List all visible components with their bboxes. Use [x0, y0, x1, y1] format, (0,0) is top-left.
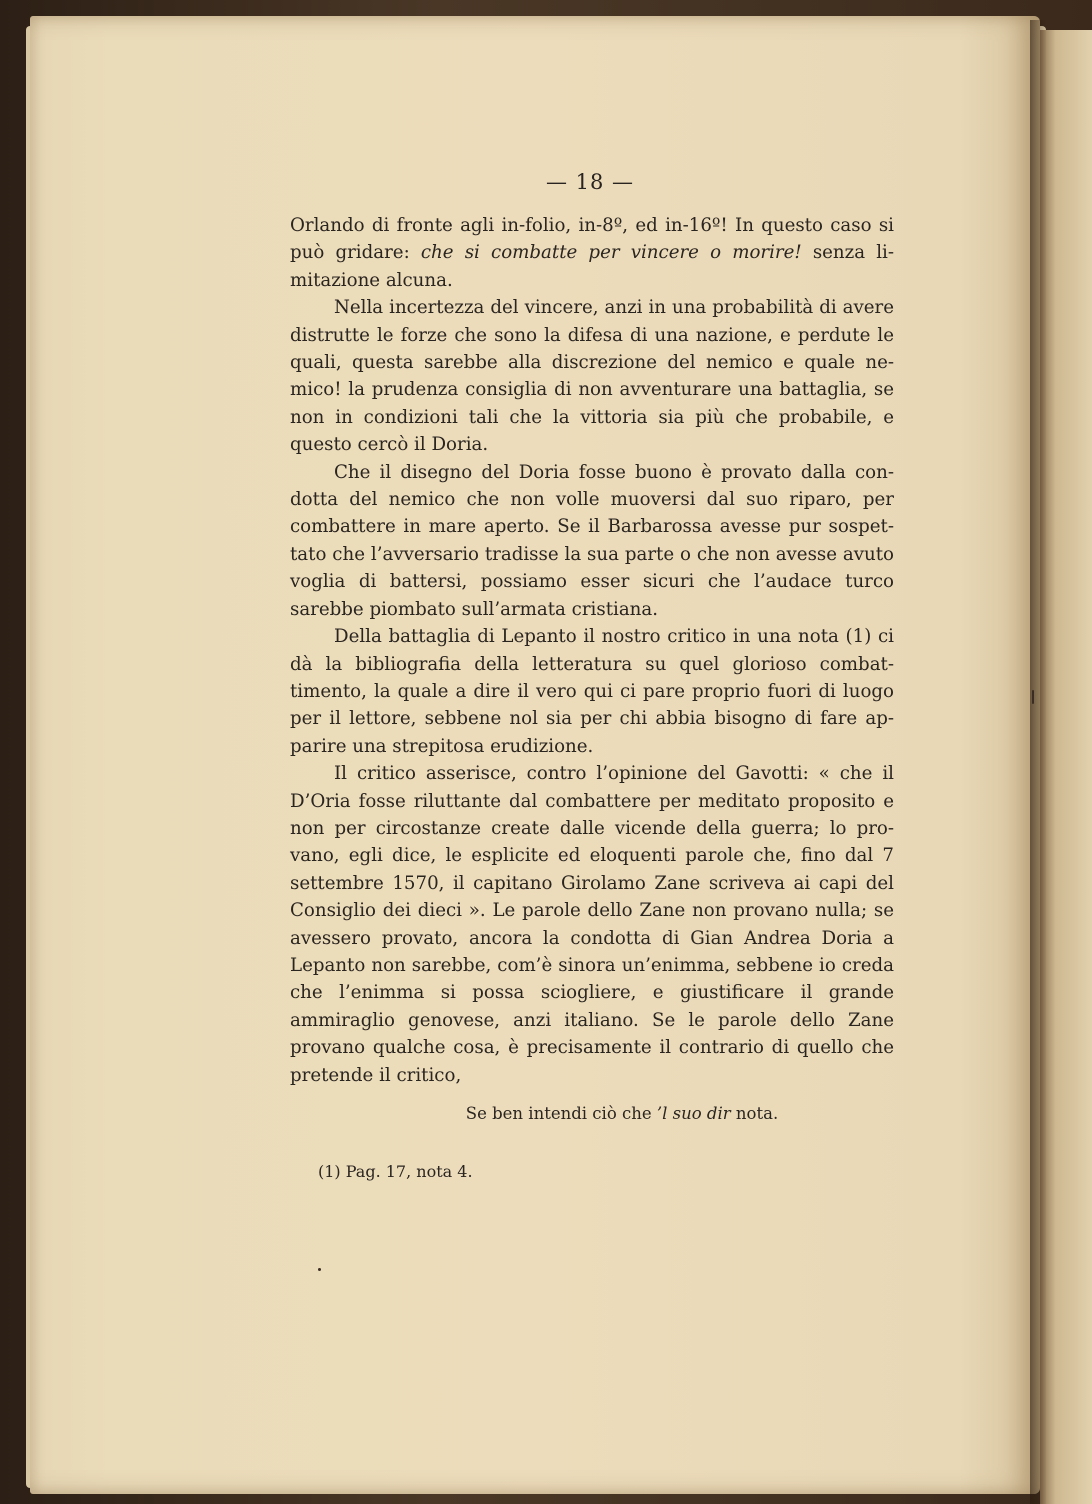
paragraph — [290, 623, 894, 760]
footnote: (1) Pag. 17, nota 4. — [318, 1162, 473, 1181]
italic-phrase: che si combatte per vincere o morire! — [420, 242, 802, 264]
text-segment: Della battaglia di Lepanto il nostro critico in una nota (1) ci dà la bibliografia della letteratura su quel glorioso combat-timento, la quale a dire il vero qui ci pare proprio fuori di luogo per il lettore, sebbene nol sia per chi abbia bisogno di fare ap-parire una strepitosa erudizione. — [290, 626, 894, 757]
quote-line — [290, 1104, 894, 1123]
body-text — [290, 212, 894, 1089]
text-segment: Orlando di fronte agli in-folio, in-8º, ed in-16º! In questo caso si può gridare: — [290, 215, 894, 264]
quote-text-before: Se ben intendi ciò che — [465, 1104, 657, 1123]
paper-mark — [1032, 690, 1034, 704]
quote-text-italic: ’l suo dir — [656, 1104, 731, 1123]
page-number: — 18 — — [545, 170, 635, 194]
next-page-edge — [1040, 30, 1092, 1504]
paragraph — [290, 760, 894, 1089]
text-segment: Che il disegno del Doria fosse buono è provato dalla con-dotta del nemico che non volle muoversi dal suo riparo, per combattere in mare aperto. Se il Barbarossa avesse pur sospet-tato che l’avversario tradisse la sua parte o che non avesse avuto voglia di battersi, possiamo esser sicuri che l’audace turco sarebbe piombato sull’armata cristiana. — [290, 461, 894, 620]
spine-shadow — [1030, 20, 1046, 1504]
text-segment: Il critico asserisce, contro l’opinione del Gavotti: « che il D’Oria fosse riluttante dal combattere per meditato proposito e non per circostanze create dalle vicende della guerra; lo pro-vano, egli dice, le esplicite ed eloquenti parole che, fino dal 7 settembre 1570, il capitano Girolamo Zane scriveva ai capi del Consiglio dei dieci ». Le parole dello Zane non provano nulla; se avessero provato, ancora la condotta di Gian Andrea Doria a Lepanto non sarebbe, com’è sinora un’enimma, sebbene io creda che l’enimma si possa sciogliere, e giustificare il grande ammiraglio genovese, anzi italiano. Se le parole dello Zane provano qualche cosa, è precisamente il contrario di quello che pretende il critico, — [290, 763, 894, 1086]
paragraph — [290, 459, 894, 623]
paper-speck — [318, 1268, 321, 1271]
paragraph — [290, 294, 894, 458]
text-segment: senza li-mitazione alcuna. — [290, 242, 895, 291]
quote-text-after: nota. — [730, 1104, 779, 1123]
text-segment: Nella incertezza del vincere, anzi in una probabilità di avere distrutte le forze che sono la difesa di una nazione, e perdute le quali, questa sarebbe alla discrezione del nemico e quale ne-mico! la prudenza consiglia di non avventurare una battaglia, se non in condizioni tali che la vittoria sia più che probabile, e questo cercò il Doria. — [290, 297, 894, 456]
paragraph — [290, 212, 894, 294]
